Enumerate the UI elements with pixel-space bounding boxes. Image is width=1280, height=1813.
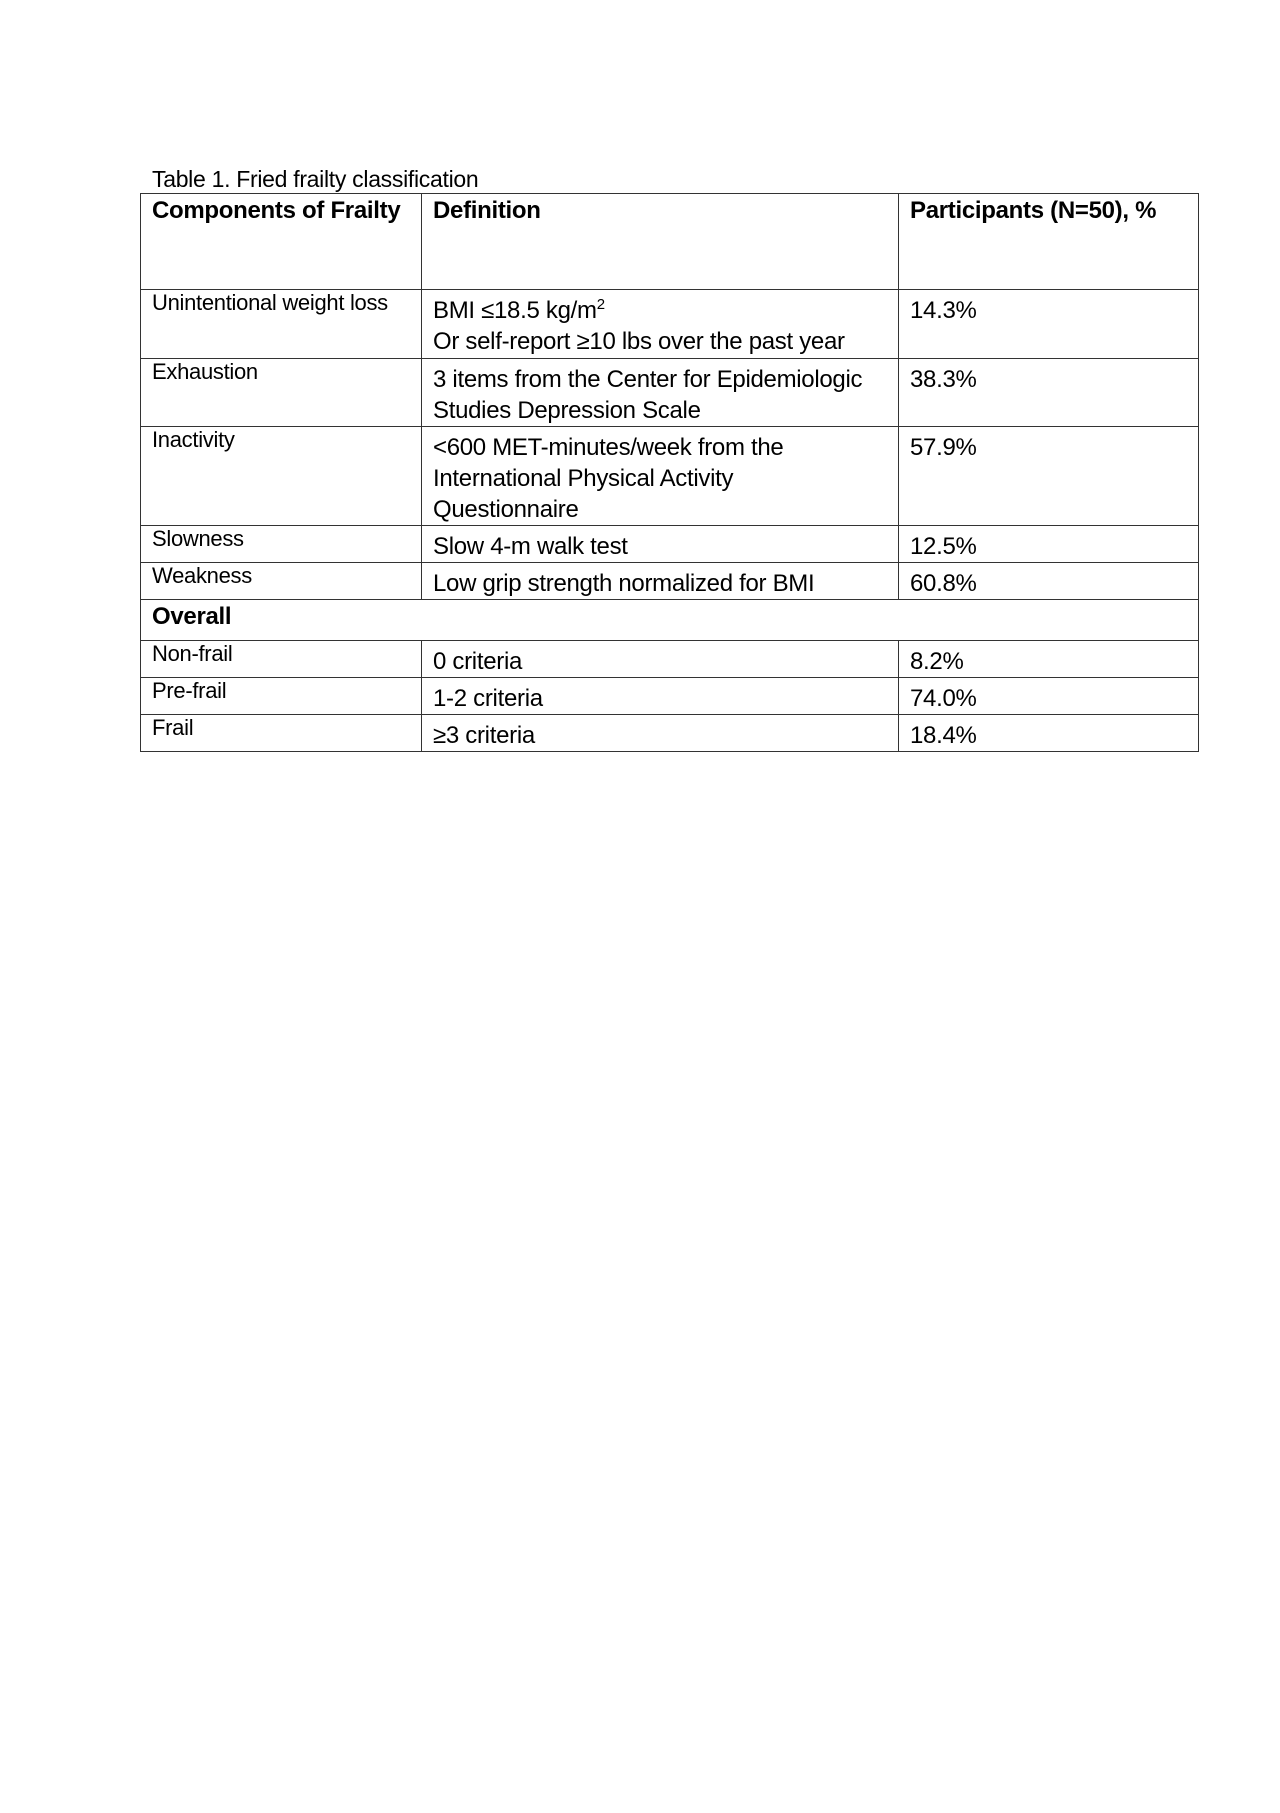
definition-cell bbox=[422, 290, 899, 359]
definition-line: BMI ≤18.5 $kg/m^2$ bbox=[433, 296, 605, 324]
percentage-cell: 8.2% bbox=[899, 641, 1199, 678]
component-cell: Unintentional weight loss bbox=[141, 290, 422, 359]
definition-cell: 0 criteria bbox=[422, 641, 899, 678]
table-row bbox=[141, 290, 1199, 359]
table-row bbox=[141, 526, 1199, 563]
percentage-cell: 18.4% bbox=[899, 715, 1199, 752]
definition-cell: 3 items from the Center for Epidemiologic Studies Depression Scale bbox=[422, 359, 899, 427]
table-row bbox=[141, 427, 1199, 526]
header-components: Components of Frailty bbox=[141, 194, 422, 290]
percentage-cell: 57.9% bbox=[899, 427, 1199, 526]
header-participants: Participants (N=50), % bbox=[899, 194, 1199, 290]
component-cell: Pre-frail bbox=[141, 678, 422, 715]
table-row bbox=[141, 359, 1199, 427]
frailty-table bbox=[140, 193, 1199, 752]
percentage-cell: 14.3% bbox=[899, 290, 1199, 359]
table-row bbox=[141, 563, 1199, 600]
overall-section-row bbox=[141, 600, 1199, 641]
overall-label: Overall bbox=[141, 600, 1199, 641]
definition-line: Or self-report ≥10 lbs over the past year bbox=[433, 328, 845, 355]
definition-cell: 1-2 criteria bbox=[422, 678, 899, 715]
percentage-cell: 12.5% bbox=[899, 526, 1199, 563]
component-cell: Weakness bbox=[141, 563, 422, 600]
table-header-row bbox=[141, 194, 1199, 290]
percentage-cell: 60.8% bbox=[899, 563, 1199, 600]
definition-cell: Low grip strength normalized for BMI bbox=[422, 563, 899, 600]
header-definition: Definition bbox=[422, 194, 899, 290]
superscript: 2 bbox=[596, 296, 605, 313]
table-row bbox=[141, 641, 1199, 678]
percentage-cell: 38.3% bbox=[899, 359, 1199, 427]
table-row bbox=[141, 678, 1199, 715]
table-caption: Table 1. Fried frailty classification bbox=[152, 166, 479, 192]
component-cell: Non-frail bbox=[141, 641, 422, 678]
component-cell: Slowness bbox=[141, 526, 422, 563]
definition-cell: Slow 4-m walk test bbox=[422, 526, 899, 563]
component-cell: Inactivity bbox=[141, 427, 422, 526]
table-row bbox=[141, 715, 1199, 752]
component-cell: Frail bbox=[141, 715, 422, 752]
component-cell: Exhaustion bbox=[141, 359, 422, 427]
percentage-cell: 74.0% bbox=[899, 678, 1199, 715]
definition-cell: ≥3 criteria bbox=[422, 715, 899, 752]
definition-cell: <600 MET-minutes/week from the International Physical Activity Questionnaire bbox=[422, 427, 899, 526]
